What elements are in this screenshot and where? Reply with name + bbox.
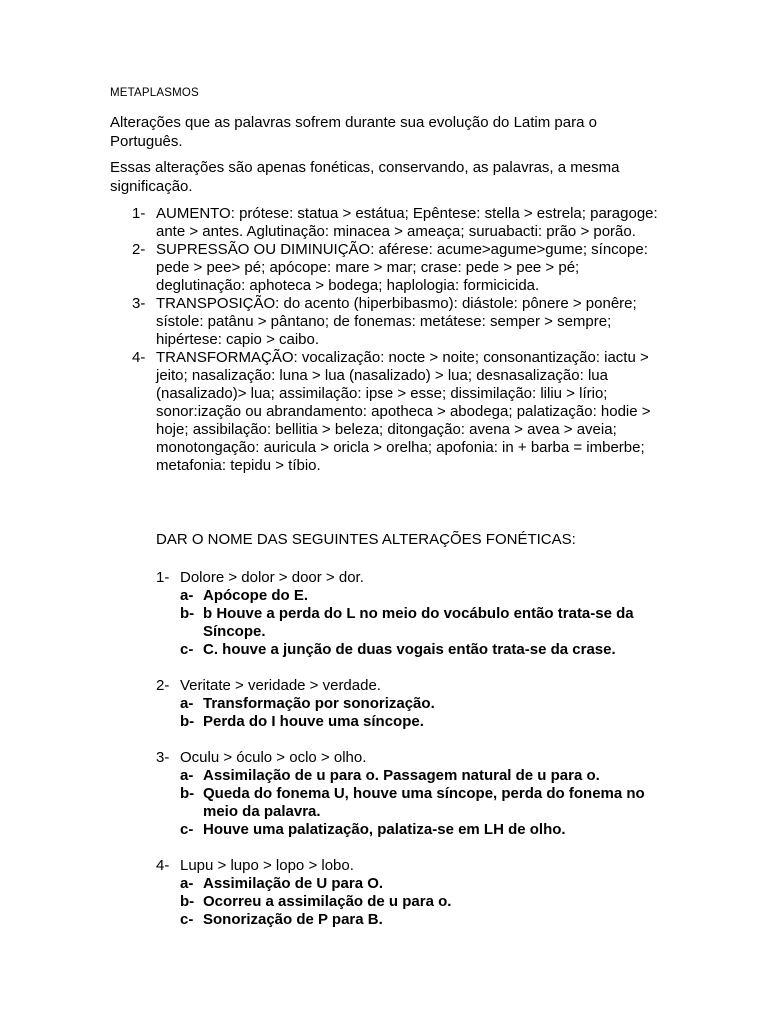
document-heading: METAPLASMOS <box>110 87 199 99</box>
question-line <box>156 677 656 695</box>
question-number: 2- <box>156 677 170 694</box>
question-line <box>156 569 656 587</box>
list-item <box>110 205 670 241</box>
list-number: 4- <box>132 349 146 366</box>
answer-text: Houve uma palatização, palatiza-se em LH de olho. <box>203 821 566 838</box>
answer-item <box>156 695 656 713</box>
question-3 <box>156 749 656 839</box>
question-2 <box>156 677 656 731</box>
answer-item <box>156 821 656 839</box>
answer-label: a- <box>180 695 194 712</box>
answer-label: a- <box>180 587 194 604</box>
answer-item <box>156 641 656 659</box>
answer-text: Apócope do E. <box>203 587 308 604</box>
answer-label: c- <box>180 821 194 838</box>
answer-label: b- <box>180 893 195 910</box>
list-item <box>110 295 670 349</box>
answer-text: Ocorreu a assimilação de u para o. <box>203 893 452 910</box>
answer-label: c- <box>180 641 194 658</box>
question-4 <box>156 857 656 929</box>
answer-item <box>156 875 656 893</box>
answer-label: a- <box>180 875 194 892</box>
answer-text: b Houve a perda do L no meio do vocábulo então trata-se da Síncope. <box>203 605 634 640</box>
exercise-title: DAR O NOME DAS SEGUINTES ALTERAÇÕES FONÉTICAS: <box>156 531 576 548</box>
answer-item <box>156 605 656 641</box>
question-text: Oculu > óculo > oclo > olho. <box>180 749 367 766</box>
list-item-text: TRANSFORMAÇÃO: vocalização: nocte > noite; consonantização: iactu > jeito; nasalização: luna > lua (nasalizado) > lua; desnasalização: lua (nasalizado)> lua; assimilação: ipse > esse; dissimilação: liliu > lírio; sonor:ização ou abrandamento: apotheca > abodega; palatização: hodie > hoje; assibilação: bellitia > beleza; ditongação: avena > avea > aveia; monotongação: auricula > oricla > orelha; apofonia: in + barba = imberbe; metafonia: tepidu > tíbio. <box>156 349 651 474</box>
question-number: 4- <box>156 857 170 874</box>
question-1 <box>156 569 656 659</box>
answer-list <box>156 767 656 839</box>
answer-item <box>156 911 656 929</box>
list-item <box>110 241 670 295</box>
answer-text: Sonorização de P para B. <box>203 911 383 928</box>
answer-text: Assimilação de u para o. Passagem natural de u para o. <box>203 767 600 784</box>
question-line <box>156 857 656 875</box>
answer-item <box>156 587 656 605</box>
answer-item <box>156 767 656 785</box>
answer-list <box>156 875 656 929</box>
answer-list <box>156 587 656 659</box>
answer-label: b- <box>180 785 195 802</box>
question-number: 1- <box>156 569 170 586</box>
answer-item <box>156 785 656 821</box>
question-line <box>156 749 656 767</box>
answer-text: Perda do I houve uma síncope. <box>203 713 424 730</box>
answer-label: b- <box>180 605 195 622</box>
answer-text: Transformação por sonorização. <box>203 695 435 712</box>
list-number: 3- <box>132 295 146 312</box>
answer-item <box>156 893 656 911</box>
intro-paragraph-2: Essas alterações são apenas fonéticas, conservando, as palavras, a mesma significação. <box>110 159 620 195</box>
question-text: Dolore > dolor > door > dor. <box>180 569 364 586</box>
list-item-text: SUPRESSÃO OU DIMINUIÇÃO: aférese: acume>agume>gume; síncope: pede > pee> pé; apócope: mare > mar; crase: pede > pee > pé; deglutinação: aphoteca > bodega; haplologia: formicicida. <box>156 241 648 294</box>
question-text: Veritate > veridade > verdade. <box>180 677 381 694</box>
question-number: 3- <box>156 749 170 766</box>
answer-item <box>156 713 656 731</box>
list-number: 2- <box>132 241 146 258</box>
answer-list <box>156 695 656 731</box>
list-item-text: AUMENTO: prótese: statua > estátua; Epêntese: stella > estrela; paragoge: ante > antes. Aglutinação: minacea > ameaça; suruabacti: prão > porão. <box>156 205 658 240</box>
question-text: Lupu > lupo > lopo > lobo. <box>180 857 354 874</box>
answer-label: b- <box>180 713 195 730</box>
list-number: 1- <box>132 205 146 222</box>
list-item-text: TRANSPOSIÇÃO: do acento (hiperbibasmo): diástole: pônere > ponêre; sístole: patânu > pântano; de fonemas: metátese: semper > sempre; hipértese: capio > caibo. <box>156 295 637 348</box>
answer-label: a- <box>180 767 194 784</box>
metaplasm-list <box>110 205 670 475</box>
answer-text: C. houve a junção de duas vogais então trata-se da crase. <box>203 641 616 658</box>
list-item <box>110 349 670 475</box>
answer-text: Assimilação de U para O. <box>203 875 384 892</box>
answer-text: Queda do fonema U, houve uma síncope, perda do fonema no meio da palavra. <box>203 785 645 820</box>
answer-label: c- <box>180 911 194 928</box>
intro-paragraph-1: Alterações que as palavras sofrem durante sua evolução do Latim para o Português. <box>110 114 597 150</box>
